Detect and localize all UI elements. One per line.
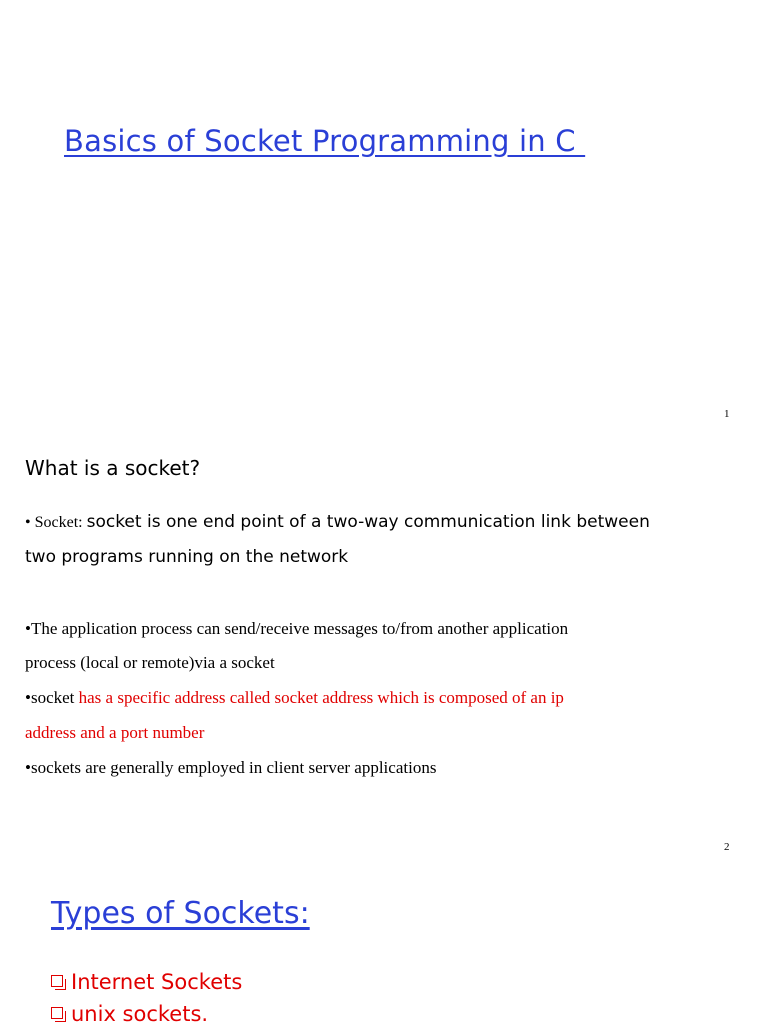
bullet-client-server: •sockets are generally employed in client server applications <box>25 758 437 777</box>
bullet-socket-definition <box>25 512 650 532</box>
bullet-application-line1: •The application process can send/receive messages to/from another application <box>25 619 569 638</box>
bullet-socket-address-line2: address and a port number <box>25 723 205 742</box>
list-item-label: Internet Sockets <box>71 970 243 994</box>
list-item <box>51 1002 208 1026</box>
slide1-title: Basics of Socket Programming in C <box>64 124 586 158</box>
bullet-socket-address <box>25 688 564 708</box>
checkbox-bullet-icon <box>51 975 63 987</box>
bullet-socket-prefix: •socket <box>25 688 79 707</box>
slide2-heading: What is a socket? <box>25 456 201 480</box>
bullet-text-line2: two programs running on the network <box>25 547 349 567</box>
page-number-1: 1 <box>724 408 730 420</box>
bullet-prefix: • Socket: <box>25 514 87 531</box>
slide3-title: Types of Sockets: <box>51 896 310 931</box>
bullet-text-line1: socket is one end point of a two-way communication link between <box>86 512 650 532</box>
page-number-2: 2 <box>724 841 730 853</box>
list-item-label: unix sockets. <box>71 1002 209 1026</box>
list-item <box>51 970 242 994</box>
checkbox-bullet-icon <box>51 1007 63 1019</box>
bullet-socket-address-line1: has a specific address called socket address which is composed of an ip <box>78 688 564 707</box>
bullet-application-line2: process (local or remote)via a socket <box>25 653 275 672</box>
